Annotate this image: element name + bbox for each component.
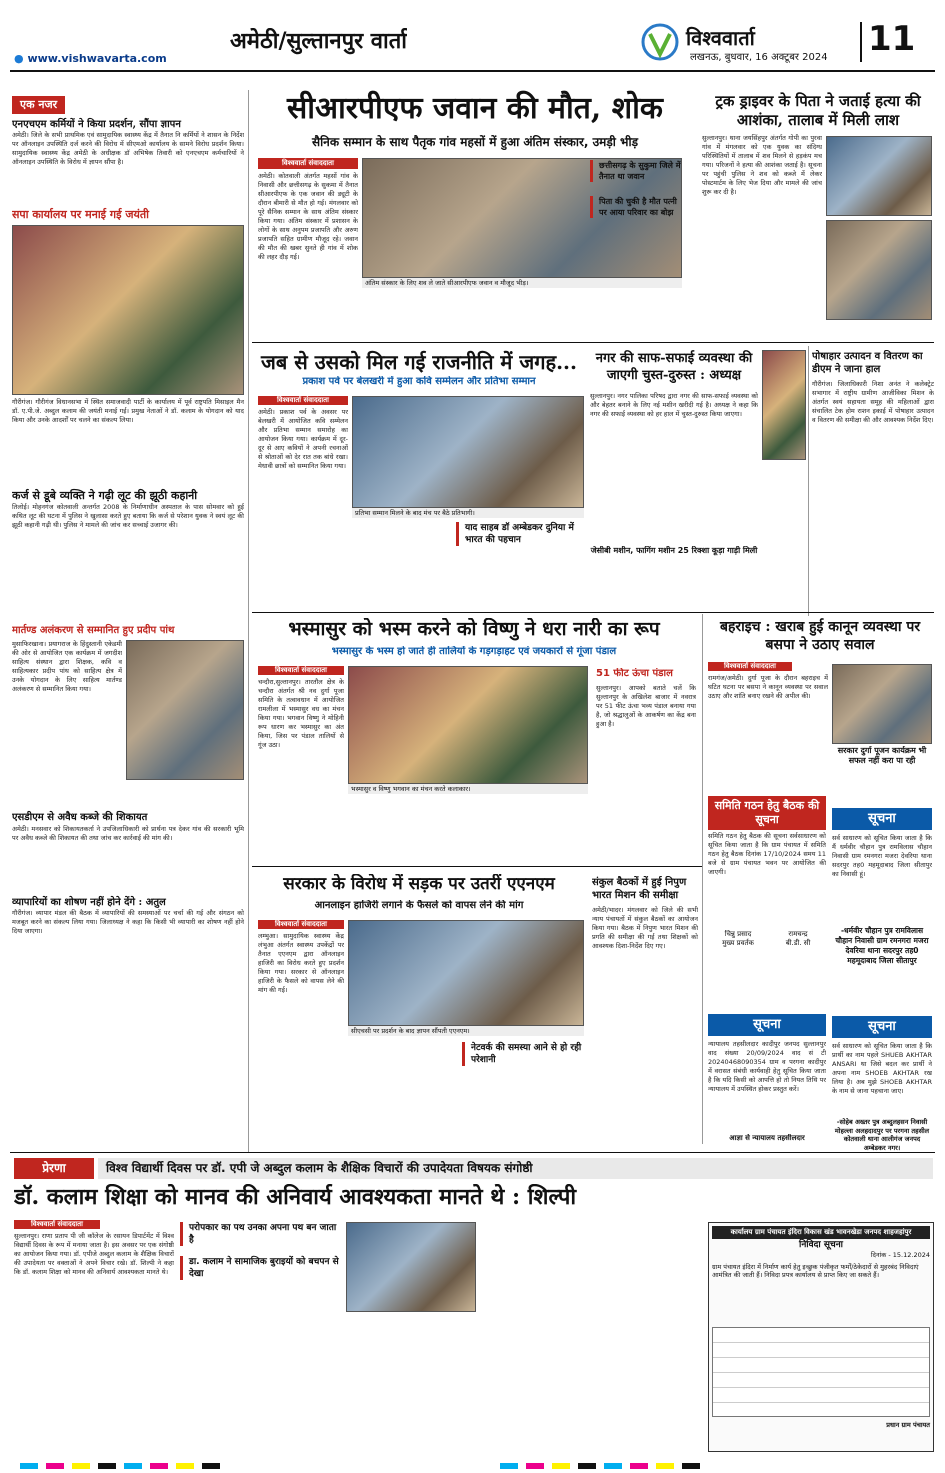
- sapa-photo: [12, 225, 244, 395]
- tender-table: [712, 1327, 930, 1417]
- samiti-body: समिति गठन हेतु बैठक की सूचना सर्वसाधारण को सूचित किया जाता है कि ग्राम पंचायत में समिति गठन हेतु बैठक दिनांक 17/10/2024 समय 11 बजे से ग्राम पंचायत भवन पर आयोजित की जाएगी।: [708, 832, 826, 876]
- prerna-body-cont: [346, 1316, 476, 1452]
- anm-body-cont: [348, 1040, 456, 1148]
- vishnu-body-cont: [348, 798, 588, 864]
- ie-icon: ●: [14, 52, 28, 65]
- pandal-head: 51 फीट ऊंचा पंडाल: [596, 668, 673, 679]
- bahraich-photo: [832, 664, 932, 744]
- award-block: [12, 640, 244, 790]
- byline: विश्ववार्ता संवाददाता: [258, 396, 348, 405]
- nagar-caption: जेसीबी मशीन, फागिंग मशीन 25 रिक्शा कूड़ा गाड़ी मिली: [590, 546, 758, 555]
- vishnu-headline: भस्मासुर को भस्म करने को विष्णु ने धरा नारी का रूप: [288, 618, 660, 640]
- prerna-bullet: डा. कलाम ने सामाजिक बुराइयों को बचपन से देखा: [180, 1256, 340, 1280]
- tender-sign: प्रधान ग्राम पंचायत: [886, 1420, 930, 1429]
- prerna-body-cont: [180, 1290, 340, 1452]
- site-url[interactable]: ● www.vishwavarta.com: [14, 52, 167, 65]
- bahraich-quote: सरकार दुर्गा पूजन कार्यक्रम भी सफल नहीं करा पा रही: [837, 746, 927, 765]
- crpf-body-side: [590, 236, 686, 338]
- samiti-title: समिति गठन हेतु बैठक की सूचना: [708, 796, 826, 830]
- article-body: अमेठी। मनसवार को शिकायतकर्ता ने उपजिलाधिकारी को प्रार्थना पत्र देकर गांव की सरकारी भूमि पर अवैध कब्जे की शिकायत की तथा जांच कर कार्रवाई की मांग की।: [12, 824, 244, 842]
- truck-body: सुल्तानपुर। थाना जयसिंहपुर अंतर्गत गोपी का पुरवा गांव में मंगलवार को एक युवक का संदिग्ध परिस्थितियों में तालाब में शव मिलने से हड़कंप मच गया। परिजनों ने हत्या की आशंका जताई है। सूचना पर पहुंची पुलिस ने शव को कब्जे में लेकर पोस्टमार्टम के लिए भेज दिया और मामले की जांच शुरू कर दी है।: [702, 134, 822, 196]
- prerna-bullet: परोपकार का पथ उनका अपना पथ बन जाता है: [180, 1222, 340, 1246]
- crpf-bullet: पिता की चुकी है मौत पत्नी पर आया परिवार का बोझ: [590, 196, 686, 218]
- kavi-subhead: प्रकाश पर्व पर बेलखरी में हुआ कवि सम्मेलन और प्रतिभा सम्मान: [302, 376, 536, 387]
- prerna-body-cont: [482, 1222, 702, 1452]
- vishnu-photo: [348, 666, 588, 784]
- article-body-cont: [12, 790, 244, 810]
- section-title: अमेठी/सुल्तानपुर वार्ता: [230, 28, 407, 54]
- soochna-body: सर्व साधारण को सूचित किया जाता है कि प्रार्थी का नाम पहले SHUEB AKHTAR ANSARI था जिसे बदल कर प्रार्थी ने अपना नाम SHOEB AKHTAR रख लिया है। अब मुझे SHOEB AKHTAR के नाम से जाना पहचाना जाए।: [832, 1042, 932, 1095]
- anm-headline: सरकार के विरोध में सड़क पर उतरीं एएनएम: [283, 874, 555, 894]
- dateline: लखनऊ, बुधवार, 16 अक्टूबर 2024: [690, 52, 828, 63]
- crpf-bullet: छत्तीसगढ़ के सुकुमा जिले में तैनात था जवान: [590, 160, 686, 182]
- prerna-body: सुल्तानपुर। राणा प्रताप पी जी कॉलेज के रसायन डिपार्टमेंट में विश्व विद्यार्थी दिवस के रूप में मनाया जाता है। इस अवसर पर एक संगोष्ठी का आयोजन किया गया। डॉ. एपीजे अब्दुल कलाम के शैक्षिक विचारों की उपादेयता पर वक्ताओं ने अपने विचार रखे। डॉ. शिल्पी ने कहा कि डॉ. कलाम शिक्षा को मानव की अनिवार्य आवश्यकता मानते थे।: [14, 1232, 174, 1276]
- nipun-body: अमेठी/भादर। मंगलवार को जिले की सभी न्याय पंचायतों में संकुल बैठकों का आयोजन किया गया। बैठक में निपुण भारत मिशन की प्रगति की समीक्षा की गई तथा शिक्षकों को आवश्यक दिशा-निर्देश दिए गए।: [592, 906, 698, 950]
- vishnu-caption: भस्मासुर व विष्णु भगवान का मंचन करते कलाकार।: [348, 784, 588, 794]
- anm-quote: नेटवर्क की समस्या आने से हो रही परेशानी: [462, 1042, 582, 1066]
- registration-bars: [20, 1463, 228, 1469]
- column-divider: [248, 90, 249, 1152]
- soochna-sign: -धर्मवीर चौहान पुत्र रामविलास चौहान निवासी ग्राम रमनगरा मजरा देवरिया थाना सदरपुर तह0 महमूदाबाद जिला सीतापुर: [835, 926, 929, 965]
- page-number: 11: [868, 19, 916, 59]
- anm-photo: [348, 920, 584, 1026]
- truck-photo: [826, 136, 932, 216]
- article-body: गौरीगंज। व्यापार मंडल की बैठक में व्यापारियों की समस्याओं पर चर्चा की गई और संगठन को मजबूत करने का संकल्प लिया गया। जिलाध्यक्ष ने कहा कि किसी भी व्यापारी का शोषण नहीं होने दिया जाएगा।: [12, 909, 244, 936]
- tender-date: दिनांक - 15.12.2024: [870, 1251, 930, 1259]
- bahraich-body-cont: [832, 770, 932, 794]
- soochna-body: सर्व साधारण को सूचित किया जाता है कि मैं धर्मवीर चौहान पुत्र रामविलास चौहान निवासी ग्राम रमनगरा मजरा देवरिया थाना सदरपुर तह0 महमूदाबाद जिला सीतापुर का निवासी हूं।: [832, 834, 932, 878]
- soochna-title: सूचना: [708, 1014, 826, 1036]
- registration-bars: [500, 1463, 708, 1469]
- nipun-headline: संकुल बैठकों में हुई निपुण भारत मिशन की समीक्षा: [592, 877, 687, 901]
- crpf-body-cont: [362, 292, 582, 340]
- byline: विश्ववार्ता संवाददाता: [14, 1220, 100, 1229]
- tender-title: कार्यालय ग्राम पंचायत इंदिरा विकास खंड भावनखेडा जनपद शाहजहांपुर: [712, 1226, 930, 1239]
- soochna-title: सूचना: [832, 1016, 932, 1038]
- column-divider: [808, 346, 809, 616]
- nagar-photo: [762, 350, 806, 460]
- article-body: गौरीगंज। गौरीगंज विधानसभा में स्थित समाजवादी पार्टी के कार्यालय में पूर्व राष्ट्रपति मिसाइल मैन डॉ. ए.पी.जे. अब्दुल कलाम की जयंती मनाई गई। प्रमुख नेताओं ने डॉ. कलाम के योगदान को याद किया और उनके आदर्शों पर चलने का संकल्प लिया।: [12, 398, 244, 424]
- truck-headline: ट्रक ड्राइवर के पिता ने जताई हत्या की आशंका, तालाब में मिली लाश: [715, 92, 921, 129]
- headline: व्यापारियों का शोषण नहीं होने देंगे : अतुल: [12, 896, 166, 908]
- section-rule: [252, 866, 702, 867]
- section-rule: [252, 612, 934, 613]
- prerna-strip: विश्व विद्यार्थी दिवस पर डॉ. एपी जे अब्दुल कलाम के शैक्षिक विचारों की उपादेयता विषयक संगोष्ठी: [98, 1158, 933, 1179]
- anm-subhead: आनलाइन हाजिरी लगाने के फैसले को वापस लेने की मांग: [314, 900, 524, 911]
- article-body: तिलोई। मोहनगंज कोतवाली अन्तर्गत 2008 के निर्माणाधीन अस्पताल के पास सोमवार को हुई कथित लूट की घटना में पुलिस ने खुलासा करते हुए बताया कि कर्ज से परेशान युवक ने स्वयं लूट की झूठी कहानी गढ़ी थी। पुलिस ने मामले की जांच कर सच्चाई उजागर की।: [12, 502, 244, 529]
- headline: कर्ज से डूबे व्यक्ति ने गढ़ी लूट की झूठी कहानी: [12, 489, 198, 502]
- samiti-sign-1: चिन्नु प्रसाद मुख्य प्रवर्तक: [722, 930, 754, 947]
- tender-sub: निविदा सूचना: [798, 1239, 844, 1250]
- soochna-sign: आज्ञा से न्यायालय तहसीलदार: [729, 1134, 805, 1142]
- bahraich-headline: बहराइच : खराब हुई कानून व्यवस्था पर बसपा ने उठाए सवाल: [719, 619, 921, 653]
- header-rule: [10, 70, 935, 72]
- prerna-photo: [346, 1222, 476, 1312]
- poshahar-headline: पोषाहार उत्पादन व वितरण का डीएम ने जाना हाल: [812, 351, 923, 375]
- prerna-tag: प्रेरणा: [14, 1158, 94, 1179]
- byline: विश्ववार्ता संवाददाता: [258, 920, 344, 929]
- vishnu-subhead: भस्मासुर के भस्म हो जाते ही तालियों के गड़गड़ाहट एवं जयकारों से गूंजा पंडाल: [331, 646, 617, 657]
- headline: सपा कार्यालय पर मनाई गई जयंती: [12, 208, 149, 222]
- crpf-headline: सीआरपीएफ जवान की मौत, शोक: [287, 91, 663, 126]
- article-body: मुसाफिरखाना। प्रयागराज के हिंदुस्तानी एकेडमी की ओर से आयोजित एक कार्यक्रम में जगदीश साहित्य संस्थान द्वारा शिक्षक, कवि व साहित्यकार प्रदीप पांथ को साहित्य क्षेत्र में उनके योगदान के लिए साहित्य मार्तण्ड अलंकरण से सम्मानित किया गया।: [12, 640, 122, 694]
- soochna-sign: -सोहेब अख्तर पुत्र अब्दुलहसन निवासी मोहल्ला अलहदादपुर पर परगना तहसील कोतवाली थाना आलीगंज जनपद अम्बेडकर नगर।: [834, 1118, 930, 1152]
- anm-body: लम्भुआ। सामुदायिक स्वास्थ्य केंद्र लंभुआ अंतर्गत स्वास्थ्य उपकेंद्रों पर तैनात एएनएम द्वारा ऑनलाइन हाजिरी का विरोध करते हुए प्रदर्शन किया गया। सरकार से ऑनलाइन हाजिरी के फैसले को वापस लेने की मांग की गई।: [258, 932, 344, 994]
- award-photo: [126, 640, 244, 780]
- nagar-headline: नगर की साफ-सफाई व्यवस्था की जाएगी चुस्त-दुरुस्त : अध्यक्ष: [595, 351, 753, 383]
- pageno-divider: [860, 22, 862, 62]
- samiti-sign-2: रामचन्द्र बी.डी. सी: [785, 930, 811, 947]
- headline: एनएचएम कर्मियों ने किया प्रदर्शन, सौंपा ज्ञापन: [12, 118, 181, 130]
- ek-najar-tag: एक नजर: [12, 96, 65, 114]
- poshahar-body: गौरीगंज। जिलाधिकारी निशा अनंत ने कलेक्ट्रेट सभागार में राष्ट्रीय ग्रामीण आजीविका मिशन के अंतर्गत स्वयं सहायता समूह की महिलाओं द्वारा संचालित टेक होम राशन इकाई में पोषाहार उत्पादन व वितरण की समीक्षा की और आवश्यक निर्देश दिए।: [812, 380, 934, 424]
- ek-najar-column: [12, 96, 244, 1156]
- anm-caption: सीएचसी पर प्रदर्शन के बाद ज्ञापन सौंपती एएनएम।: [348, 1026, 584, 1036]
- byline: विश्ववार्ता संवाददाता: [258, 158, 358, 169]
- article-body: अमेठी। जिले के सभी प्राथमिक एवं सामुदायिक स्वास्थ्य केंद्र में तैनात नि कर्मियों ने शासन के निर्देश पर ऑनलाइन उपस्थिति दर्ज करने की विरोध में सीएमओ कार्यालय के सामने विरोध प्रदर्शन किया। सामुदायिक स्वास्थ्य केंद्र अमेठी के अधीक्षक डॉ अभिषेक तिवारी को एनएचएम कर्मचारियों ने ऑनलाइन उपस्थिति के विरोध में ज्ञापन सौंपा है।: [12, 131, 244, 167]
- kavi-quote: याद साहब डॉ अम्बेडकर दुनिया में भारत की पहचान: [456, 522, 580, 546]
- tender-notice: [708, 1222, 934, 1452]
- kavi-body: अमेठी। प्रकाश पर्व के अवसर पर बेलखरी में आयोजित कवि सम्मेलन और प्रतिभा सम्मान समारोह का आयोजन किया गया। कार्यक्रम में दूर-दूर से आए कवियों ने अपनी रचनाओं से श्रोताओं को देर रात तक बांधे रखा। मेधावी छात्रों को सम्मानित किया गया।: [258, 408, 348, 470]
- pandal-body: सुल्तानपुर। आपको बताते चलें कि सुल्तानपुर के अखिलेश बाजार में नवरात्र पर 51 फीट ऊंचा भव्य पंडाल बनाया गया है, जो श्रद्धालुओं के आकर्षण का केंद्र बना हुआ है।: [596, 684, 696, 728]
- nagar-body-cont: [590, 562, 758, 602]
- vishwavarta-logo-icon: [640, 22, 680, 62]
- soochna-title: सूचना: [832, 808, 932, 830]
- kavi-headline: जब से उसको मिल गई राजनीति में जगह...: [261, 350, 577, 374]
- section-rule: [252, 342, 934, 343]
- crpf-body: अमेठी। कोतवाली अंतर्गत महसों गांव के निवासी और छत्तीसगढ़ के सुकमा में तैनात सीआरपीएफ के एक जवान की ड्यूटी के दौरान बीमारी से मौत हो गई। मंगलवार को पूरे सैनिक सम्मान के साथ अंतिम संस्कार किया गया। अंतिम संस्कार में प्रशासन के लोगों के साथ अनुपम प्रजापति और अरुण प्रजापति सहित ग्रामीण मौजूद रहे। जवान की मौत की खबर सुनते ही गांव में शोक की लहर दौड़ गई।: [258, 172, 358, 261]
- kavi-body-cont: [352, 522, 452, 600]
- headline: एसडीएम से अवैध कब्जे की शिकायत: [12, 812, 148, 824]
- kavi-caption: प्रतिभा सम्मान मिलने के बाद मंच पर बैठे प्रतिभागी।: [352, 508, 584, 518]
- section-rule: [10, 1152, 935, 1153]
- brand-name: विश्ववार्ता: [686, 26, 755, 50]
- bahraich-body: रामगंज/अमेठी। दुर्गा पूजा के दौरान बहराइच में घटित घटना पर बसपा ने कानून व्यवस्था पर सवाल उठाए और शांति बनाए रखने की अपील की।: [708, 674, 828, 700]
- tender-body: ग्राम पंचायत इंदिरा में निर्माण कार्य हेतु इच्छुक पंजीकृत फर्मों/ठेकेदारों से मुहरबंद निविदाएं आमंत्रित की जाती हैं। निविदा प्रपत्र कार्यालय से प्राप्त किए जा सकते हैं।: [712, 1262, 919, 1279]
- crpf-subhead: सैनिक सम्मान के साथ पैतृक गांव महसों में हुआ अंतिम संस्कार, उमड़ी भीड़: [311, 135, 639, 149]
- truck-photo-2: [826, 220, 932, 320]
- column-divider: [702, 614, 703, 1144]
- kavi-photo: [352, 396, 584, 508]
- crpf-caption: अंतिम संस्कार के लिए शव ले जाते सीआरपीएफ जवान व मौजूद भीड़।: [362, 278, 682, 288]
- headline: मार्तण्ड अलंकरण से सम्मानित हुए प्रदीप पांथ: [12, 624, 175, 636]
- byline: विश्ववार्ता संवाददाता: [258, 666, 344, 675]
- vishnu-body: चन्दौरा,सुल्तानपुर। तारतौल क्षेत्र के चन्दौरा अंतर्गत श्री नव दुर्गा पूजा समिति के तत्वावधान में आयोजित रामलीला में भस्मासुर वध का मंचन किया गया। भगवान विष्णु ने मोहिनी रूप धारण कर भस्मासुर का अंत किया, जिस पर पंडाल तालियों से गूंज उठा।: [258, 678, 344, 749]
- prerna-headline: डॉ. कलाम शिक्षा को मानव की अनिवार्य आवश्यकता मानते थे : शिल्पी: [14, 1184, 577, 1210]
- nagar-body: सुल्तानपुर। नगर पालिका परिषद द्वारा नगर की साफ-सफाई व्यवस्था को और बेहतर बनाने के लिए नई मशीन खरीदी गई है। अध्यक्ष ने कहा कि नगर की सफाई व्यवस्था को हर हाल में चुस्त-दुरुस्त किया जाएगा।: [590, 392, 758, 418]
- soochna-body: न्यायालय तहसीलदार कादीपुर जनपद सुल्तानपुर वाद संख्या 20/09/2024 वाद सं टी 20240468090354 ग्राम व परगना कादीपुर में वरासत संबंधी कार्यवाही हेतु सूचित किया जाता है कि यदि किसी को आपत्ति हो तो नियत तिथि पर न्यायालय में उपस्थित होकर प्रस्तुत करें।: [708, 1040, 826, 1093]
- soochna2-body-cont: [592, 1010, 698, 1148]
- byline: विश्ववार्ता संवाददाता: [708, 662, 792, 671]
